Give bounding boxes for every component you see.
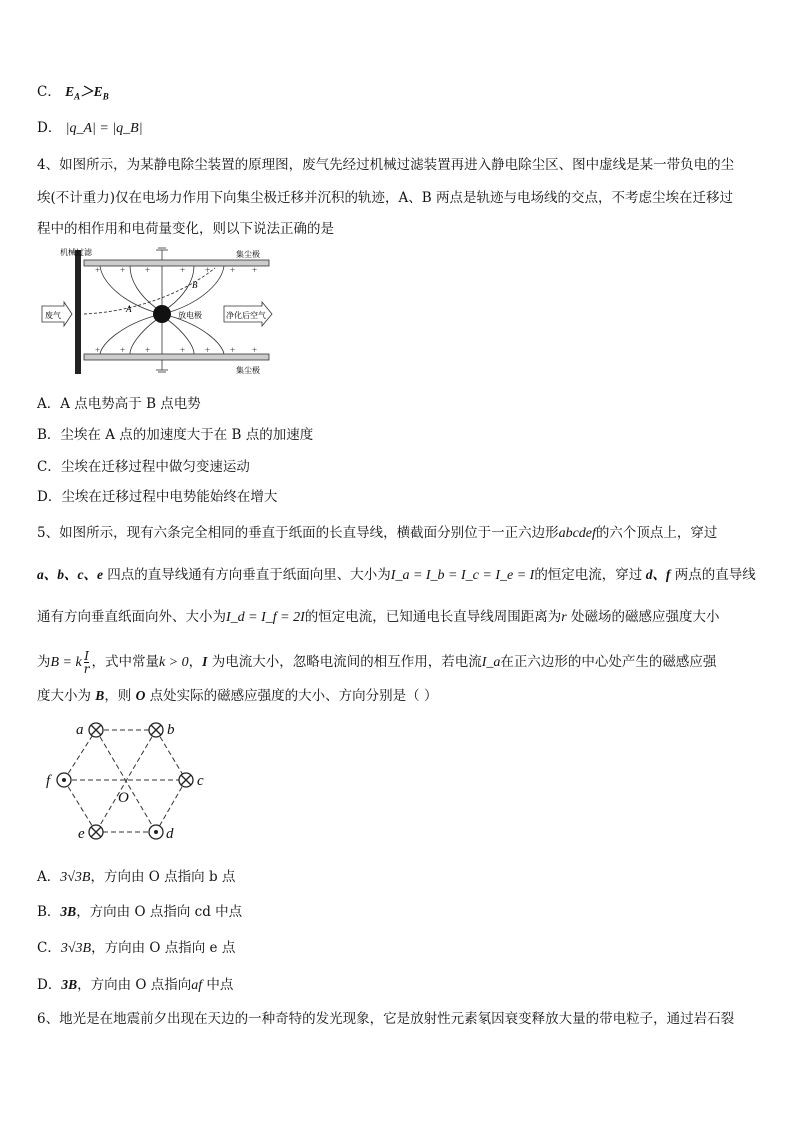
discharge-electrode: [153, 305, 171, 323]
svg-text:+: +: [205, 265, 211, 275]
top-collector-plate: [84, 260, 269, 266]
label-center-o: O: [118, 790, 129, 806]
svg-text:+: +: [252, 345, 258, 355]
label-electrode: 放电极: [178, 311, 202, 320]
label-f: f: [46, 773, 51, 789]
q6-stem-line1: 6、地光是在地震前夕出现在天边的一种奇特的发光现象，它是放射性元素氡因衰变释放大量的带电粒子，通过岩石裂: [37, 1011, 735, 1027]
q3-option-c: C． $E_A>E_B$: [37, 84, 109, 102]
svg-text:+: +: [95, 265, 101, 275]
wire-d: [149, 825, 163, 839]
q5-option-d: D．3B，方向由 O 点指向af 中点: [37, 977, 234, 993]
svg-text:+: +: [205, 345, 211, 355]
q3-option-d-expr: |q_A| = |q_B|: [65, 121, 143, 136]
label-c: c: [197, 773, 204, 789]
q4-stem-line1: 4、如图所示，为某静电除尘装置的原理图，废气先经过机械过滤装置再进入静电除尘区、图中虚线是某一带负电的尘: [37, 157, 735, 173]
q3-option-d: D． |q_A| = |q_B|: [37, 120, 143, 136]
svg-text:+: +: [180, 265, 186, 275]
label-in: 废气: [45, 311, 61, 320]
q5-stem-line4: 为B = k $\frac{I}{r}$ ，式中常量k > 0，I 为电流大小，忽略电流间的相互作用，若电流I_a在正六边形的中心处产生的磁感应强: [37, 649, 717, 676]
svg-text:+: +: [252, 265, 258, 275]
q4-stem-line2: 埃(不计重力)仅在电场力作用下向集尘极迁移并沉积的轨迹，A、B 两点是轨迹与电场线的交点，不考虑尘埃在迁移过: [37, 190, 733, 206]
label-e: e: [78, 826, 85, 842]
q4-precipitator-figure: [40, 246, 280, 381]
point-b-label: B: [192, 280, 198, 290]
label-b: b: [167, 722, 175, 738]
q5-option-b: B．3B，方向由 O 点指向 cd 中点: [37, 904, 243, 920]
q5-stem-line2: a、b、c、e 四点的直导线通有方向垂直于纸面向里、大小为I_a = I_b = I_c = I_e = I的恒定电流，穿过 d、f 两点的直导线: [37, 567, 756, 583]
svg-text:+: +: [180, 345, 186, 355]
q4-option-d: D．尘埃在迁移过程中电势能始终在增大: [37, 489, 278, 505]
svg-text:+: +: [145, 345, 151, 355]
svg-text:+: +: [230, 345, 236, 355]
wire-c: [179, 773, 193, 787]
svg-text:+: +: [120, 345, 126, 355]
label-d: d: [166, 826, 174, 842]
q4-option-c: C．尘埃在迁移过程中做匀变速运动: [37, 459, 250, 475]
point-a-label: A: [126, 304, 132, 314]
q5-hexagon-figure: [40, 713, 220, 845]
label-filter: 机械过滤: [60, 248, 92, 257]
wire-a: [89, 723, 103, 737]
q4-option-b: B．尘埃在 A 点的加速度大于在 B 点的加速度: [37, 427, 314, 443]
wire-b: [149, 723, 163, 737]
label-bottom-plate: 集尘极: [236, 366, 260, 375]
hexagon-lines: [64, 730, 186, 832]
wire-e: [89, 825, 103, 839]
filter-bar: [75, 250, 81, 374]
q4-stem-line3: 程中的相作用和电荷量变化，则以下说法正确的是: [37, 221, 334, 237]
svg-text:+: +: [145, 265, 151, 275]
q5-stem-line3: 通有方向垂直纸面向外、大小为I_d = I_f = 2I的恒定电流，已知通电长直导线周围距离为r 处磁场的磁感应强度大小: [37, 609, 720, 625]
q4-option-a: A．A 点电势高于 B 点电势: [37, 396, 201, 412]
q5-stem-line5: 度大小为 B，则 O 点处实际的磁感应强度的大小、方向分别是（ ）: [37, 688, 438, 704]
q5-stem-line1: 5、如图所示，现有六条完全相同的垂直于纸面的长直导线，横截面分别位于一正六边形abcdef的六个顶点上，穿过: [37, 525, 718, 541]
label-top-plate: 集尘极: [236, 250, 260, 259]
q5-option-c: C．3√3B，方向由 O 点指向 e 点: [37, 940, 236, 956]
svg-text:+: +: [95, 345, 101, 355]
q5-option-a: A．3√3B，方向由 O 点指向 b 点: [37, 869, 236, 885]
wire-f: [57, 773, 71, 787]
bottom-collector-plate: [84, 354, 269, 360]
label-a: a: [76, 722, 84, 738]
svg-text:+: +: [120, 265, 126, 275]
svg-text:+: +: [230, 265, 236, 275]
label-out: 净化后空气: [226, 311, 266, 320]
